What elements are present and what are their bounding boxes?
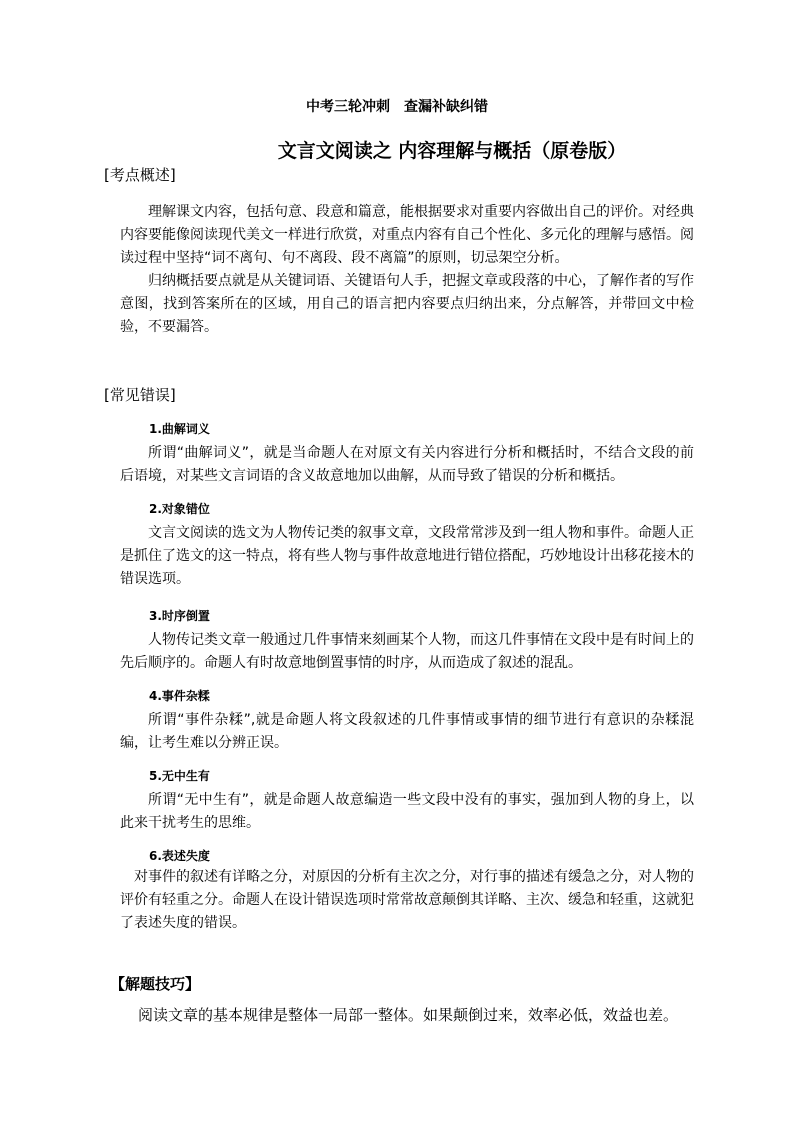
section-heading-tips: 【解题技巧】 — [110, 975, 201, 993]
error-text-5: 所谓“无中生有”，就是命题人故意编造一些文段中没有的事实，强加到人物的身上，以此来干扰考生的思维。 — [120, 792, 694, 831]
error-title-3: 3.时序倒置 — [149, 609, 210, 623]
error-title-6: 6.表述失度 — [149, 849, 210, 863]
error-title-4: 4.事件杂糅 — [149, 689, 210, 703]
error-text-3: 人物传记类文章一般通过几件事情来刻画某个人物，而这几件事情在文段中是有时间上的先后顺序的。命题人有时故意地倒置事情的时序，从而造成了叙述的混乱。 — [120, 632, 694, 671]
error-text-6: 对事件的叙述有详略之分，对原因的分析有主次之分，对行事的描述有缓急之分，对人物的评价有轻重之分。命题人在设计错误选项时常常故意颠倒其详略、主次、缓急和轻重，这就犯了表述失度的错误。 — [120, 869, 694, 931]
error-text-4: 所谓“事件杂糅”,就是命题人将文段叙述的几件事情或事情的细节进行有意识的杂糅混编，让考生难以分辨正误。 — [120, 712, 694, 751]
overview-paragraph-2: 归纳概括要点就是从关键词语、关键语句人手，把握文章或段落的中心，了解作者的写作意图，找到答案所在的区域，用自己的语言把内容要点归纳出来，分点解答，并带回文中检验，不要漏答。 — [120, 273, 694, 335]
series-title: 中考三轮冲刺 查漏补缺纠错 — [306, 99, 488, 115]
section-heading-overview: [考点概述] — [104, 166, 176, 184]
error-title-5: 5.无中生有 — [149, 769, 210, 783]
error-text-1: 所谓“曲解词义”，就是当命题人在对原文有关内容进行分析和概括时，不结合文段的前后语境，对某些文言词语的含义故意地加以曲解，从而导致了错误的分析和概括。 — [120, 445, 694, 484]
error-title-2: 2.对象错位 — [149, 502, 210, 516]
overview-paragraph-1: 理解课文内容，包括句意、段意和篇意，能根据要求对重要内容做出自己的评价。对经典内容要能像阅读现代美文一样进行欣赏，对重点内容有自己个性化、多元化的理解与感悟。阅读过程中坚持“词不离句、句不离段、段不离篇”的原则，切忌架空分析。 — [120, 204, 694, 266]
document-title: 文言文阅读之 内容理解与概括（原卷版） — [277, 140, 627, 162]
error-text-2: 文言文阅读的选文为人物传记类的叙事文章，文段常常涉及到一组人物和事件。命题人正是抓住了选文的这一特点，将有些人物与事件故意地进行错位搭配，巧妙地设计出移花接木的错误选项。 — [120, 525, 694, 587]
tips-paragraph-1: 阅读文章的基本规律是整体一局部一整体。如果颠倒过来，效率必低，效益也差。 — [138, 1006, 679, 1024]
error-title-1: 1.曲解词义 — [149, 422, 210, 436]
section-heading-errors: [常见错误] — [104, 386, 176, 404]
